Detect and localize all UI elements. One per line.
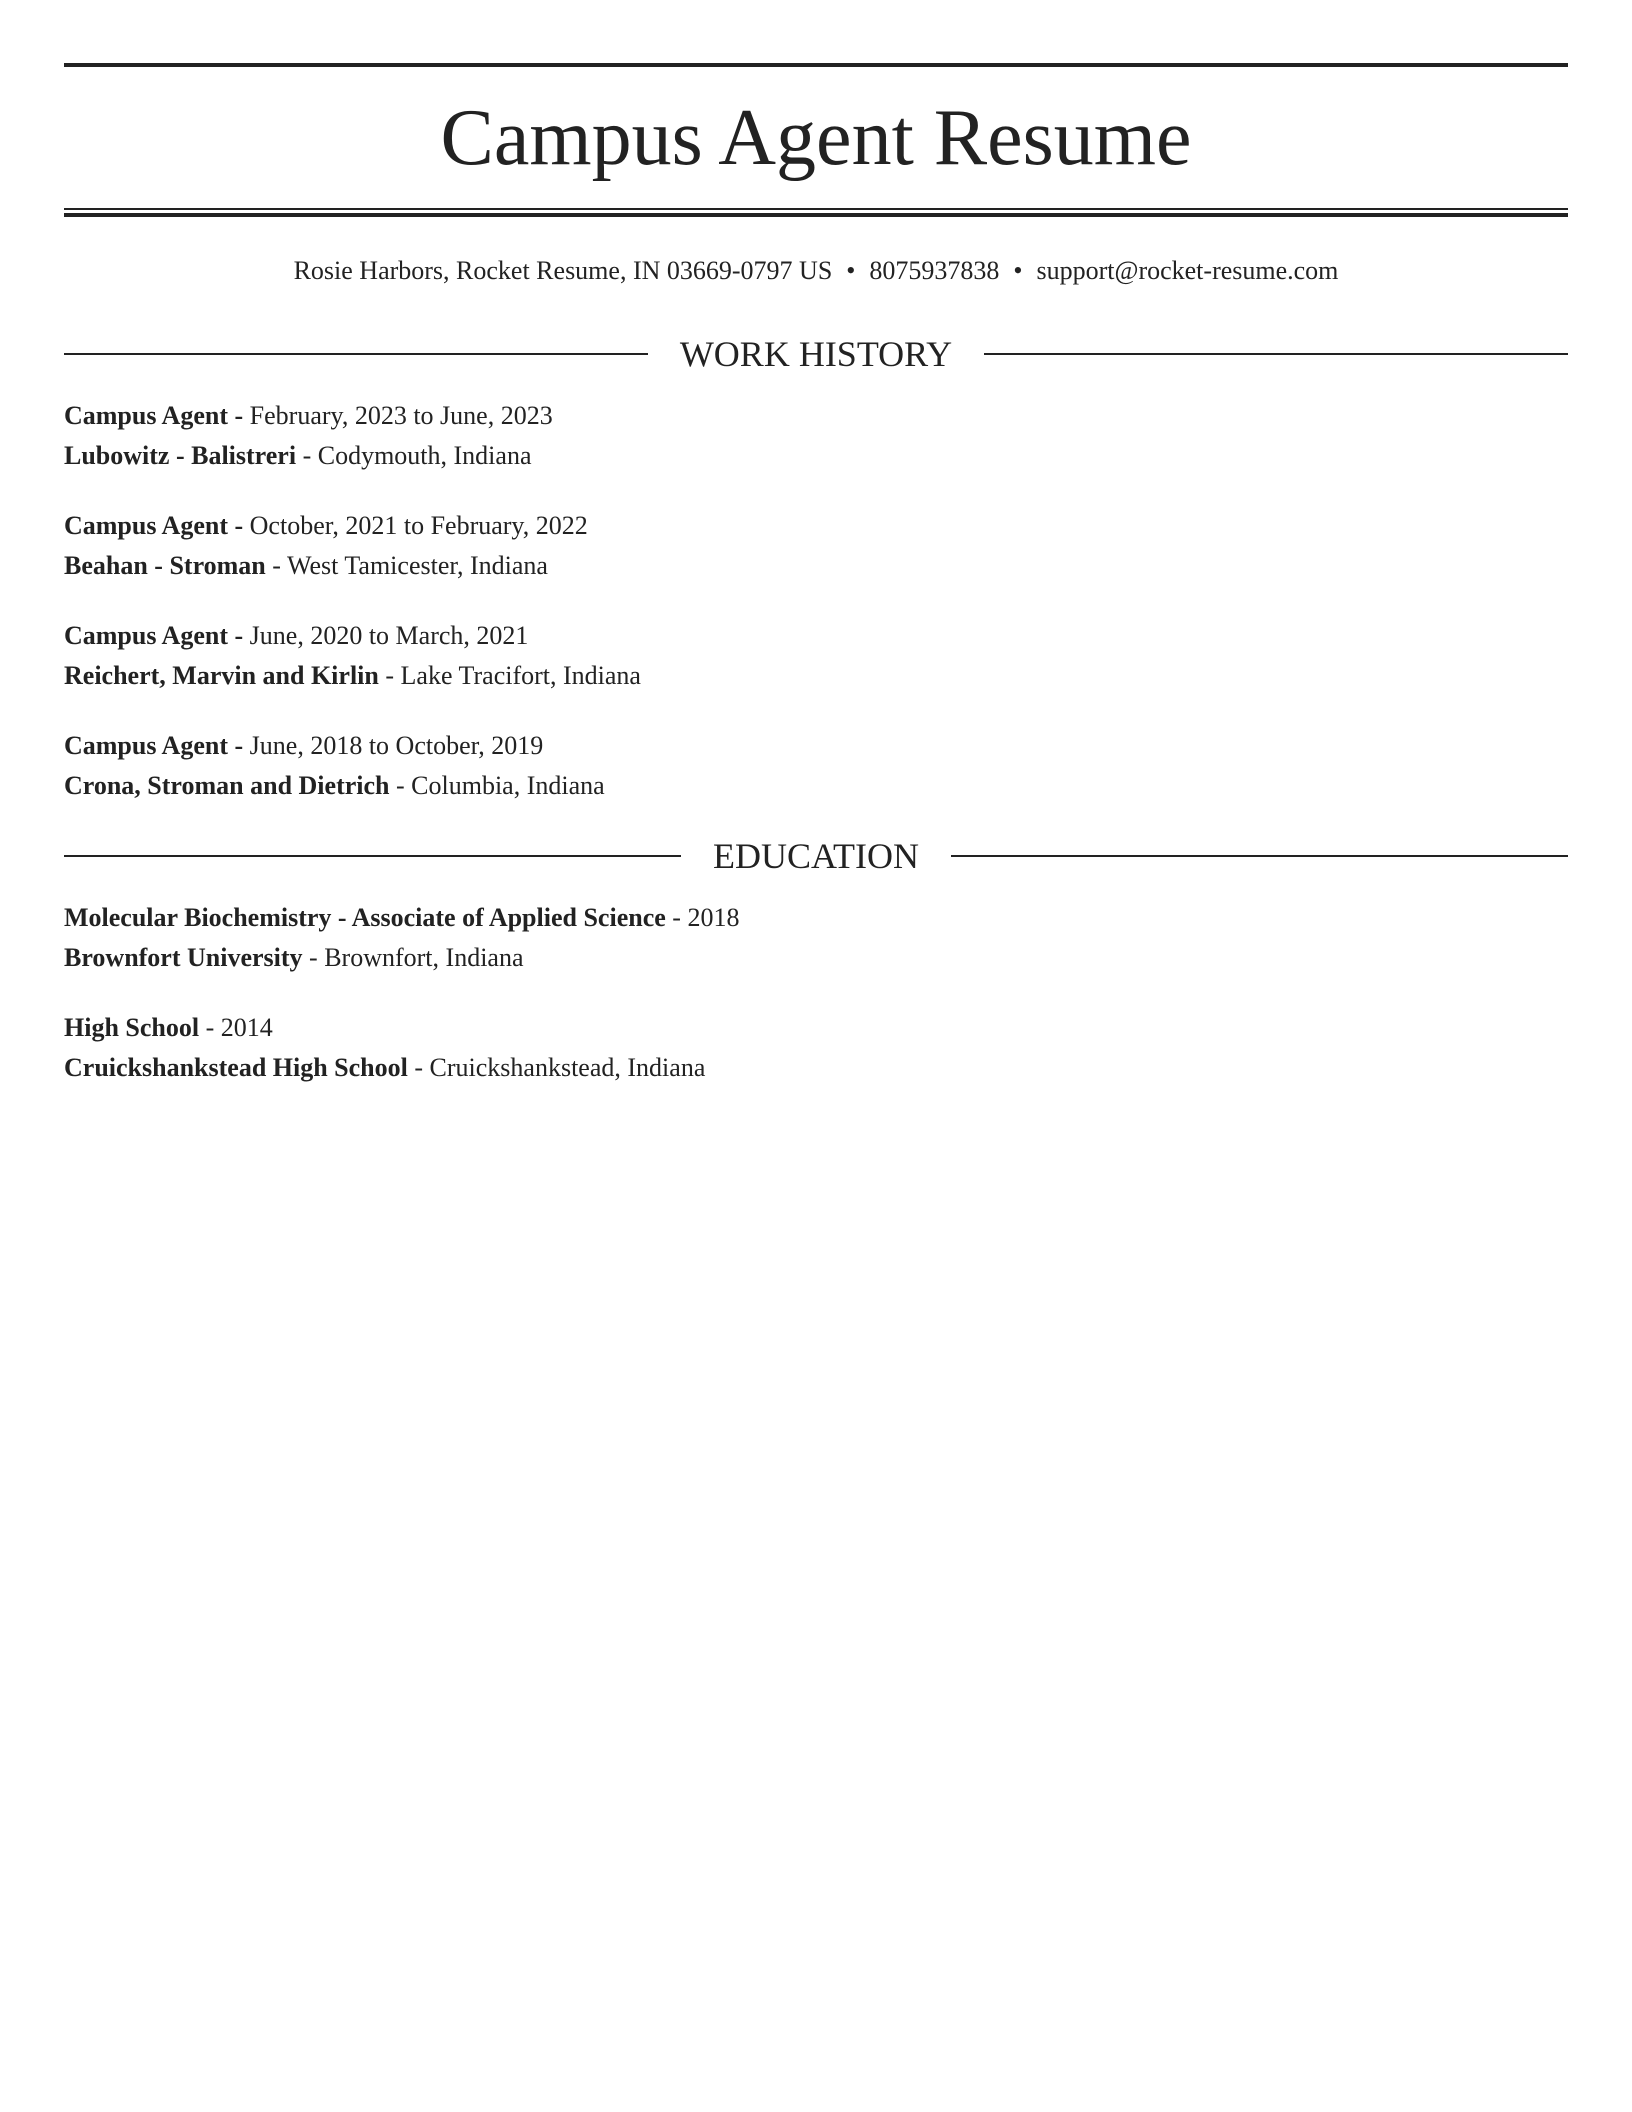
- education-list: [64, 898, 1568, 1118]
- contact-email: support@rocket-resume.com: [1036, 256, 1339, 285]
- job-location: Lake Tracifort, Indiana: [400, 661, 641, 690]
- job-location: West Tamicester, Indiana: [286, 551, 548, 580]
- heading-left-rule: [64, 353, 648, 355]
- job-entry: [64, 396, 1568, 476]
- job-employer-row: [64, 546, 1568, 586]
- job-employer: Beahan - Stroman: [64, 551, 266, 580]
- school-row: [64, 1048, 1568, 1088]
- education-label: EDUCATION: [713, 836, 919, 876]
- school: Brownfort University: [64, 943, 303, 972]
- school-location: Cruickshankstead, Indiana: [429, 1053, 706, 1082]
- dash: -: [665, 903, 688, 932]
- school-location: Brownfort, Indiana: [324, 943, 524, 972]
- job-dates: June, 2018 to October, 2019: [249, 731, 544, 760]
- dash: -: [227, 401, 250, 430]
- work-history-list: [64, 396, 1568, 836]
- dash: -: [302, 943, 325, 972]
- job-dates: October, 2021 to February, 2022: [249, 511, 588, 540]
- job-entry: [64, 616, 1568, 696]
- job-title: Campus Agent: [64, 511, 228, 540]
- job-employer: Lubowitz - Balistreri: [64, 441, 297, 470]
- degree-row: [64, 898, 1568, 938]
- heading-right-rule: [951, 855, 1568, 857]
- title-bottom-double-rule: [64, 208, 1568, 217]
- dash: -: [227, 621, 250, 650]
- job-entry: [64, 506, 1568, 586]
- job-title-row: [64, 396, 1568, 436]
- heading-left-rule: [64, 855, 681, 857]
- job-location: Columbia, Indiana: [411, 771, 605, 800]
- degree: Molecular Biochemistry - Associate of Applied Science: [64, 903, 666, 932]
- job-title-row: [64, 616, 1568, 656]
- graduation-year: 2018: [687, 903, 740, 932]
- job-title-row: [64, 726, 1568, 766]
- title-top-rule: [64, 63, 1568, 67]
- work-history-label: WORK HISTORY: [679, 334, 953, 374]
- job-employer-row: [64, 766, 1568, 806]
- dash: -: [227, 511, 250, 540]
- heading-right-rule: [984, 353, 1568, 355]
- dash: -: [389, 771, 412, 800]
- job-employer: Crona, Stroman and Dietrich: [64, 771, 390, 800]
- resume-title: Campus Agent Resume: [440, 94, 1192, 182]
- degree: High School: [64, 1013, 200, 1042]
- contact-line: [64, 252, 1568, 290]
- dash: -: [296, 441, 318, 470]
- contact-separator: •: [846, 256, 856, 285]
- job-dates: February, 2023 to June, 2023: [249, 401, 553, 430]
- education-heading: [64, 832, 1568, 880]
- education-entry: [64, 898, 1568, 978]
- contact-address: Rosie Harbors, Rocket Resume, IN 03669-0797 US: [293, 256, 833, 285]
- degree-row: [64, 1008, 1568, 1048]
- job-entry: [64, 726, 1568, 806]
- work-history-heading: [64, 330, 1568, 378]
- education-entry: [64, 1008, 1568, 1088]
- job-employer: Reichert, Marvin and Kirlin: [64, 661, 379, 690]
- dash: -: [407, 1053, 430, 1082]
- dash: -: [378, 661, 401, 690]
- job-title: Campus Agent: [64, 401, 228, 430]
- dash: -: [265, 551, 287, 580]
- dash: -: [227, 731, 250, 760]
- job-title: Campus Agent: [64, 731, 228, 760]
- school: Cruickshankstead High School: [64, 1053, 408, 1082]
- job-location: Codymouth, Indiana: [317, 441, 532, 470]
- graduation-year: 2014: [220, 1013, 273, 1042]
- job-dates: June, 2020 to March, 2021: [249, 621, 529, 650]
- contact-phone: 8075937838: [869, 256, 1000, 285]
- school-row: [64, 938, 1568, 978]
- dash: -: [199, 1013, 221, 1042]
- job-title: Campus Agent: [64, 621, 228, 650]
- job-title-row: [64, 506, 1568, 546]
- contact-separator: •: [1013, 256, 1023, 285]
- job-employer-row: [64, 436, 1568, 476]
- job-employer-row: [64, 656, 1568, 696]
